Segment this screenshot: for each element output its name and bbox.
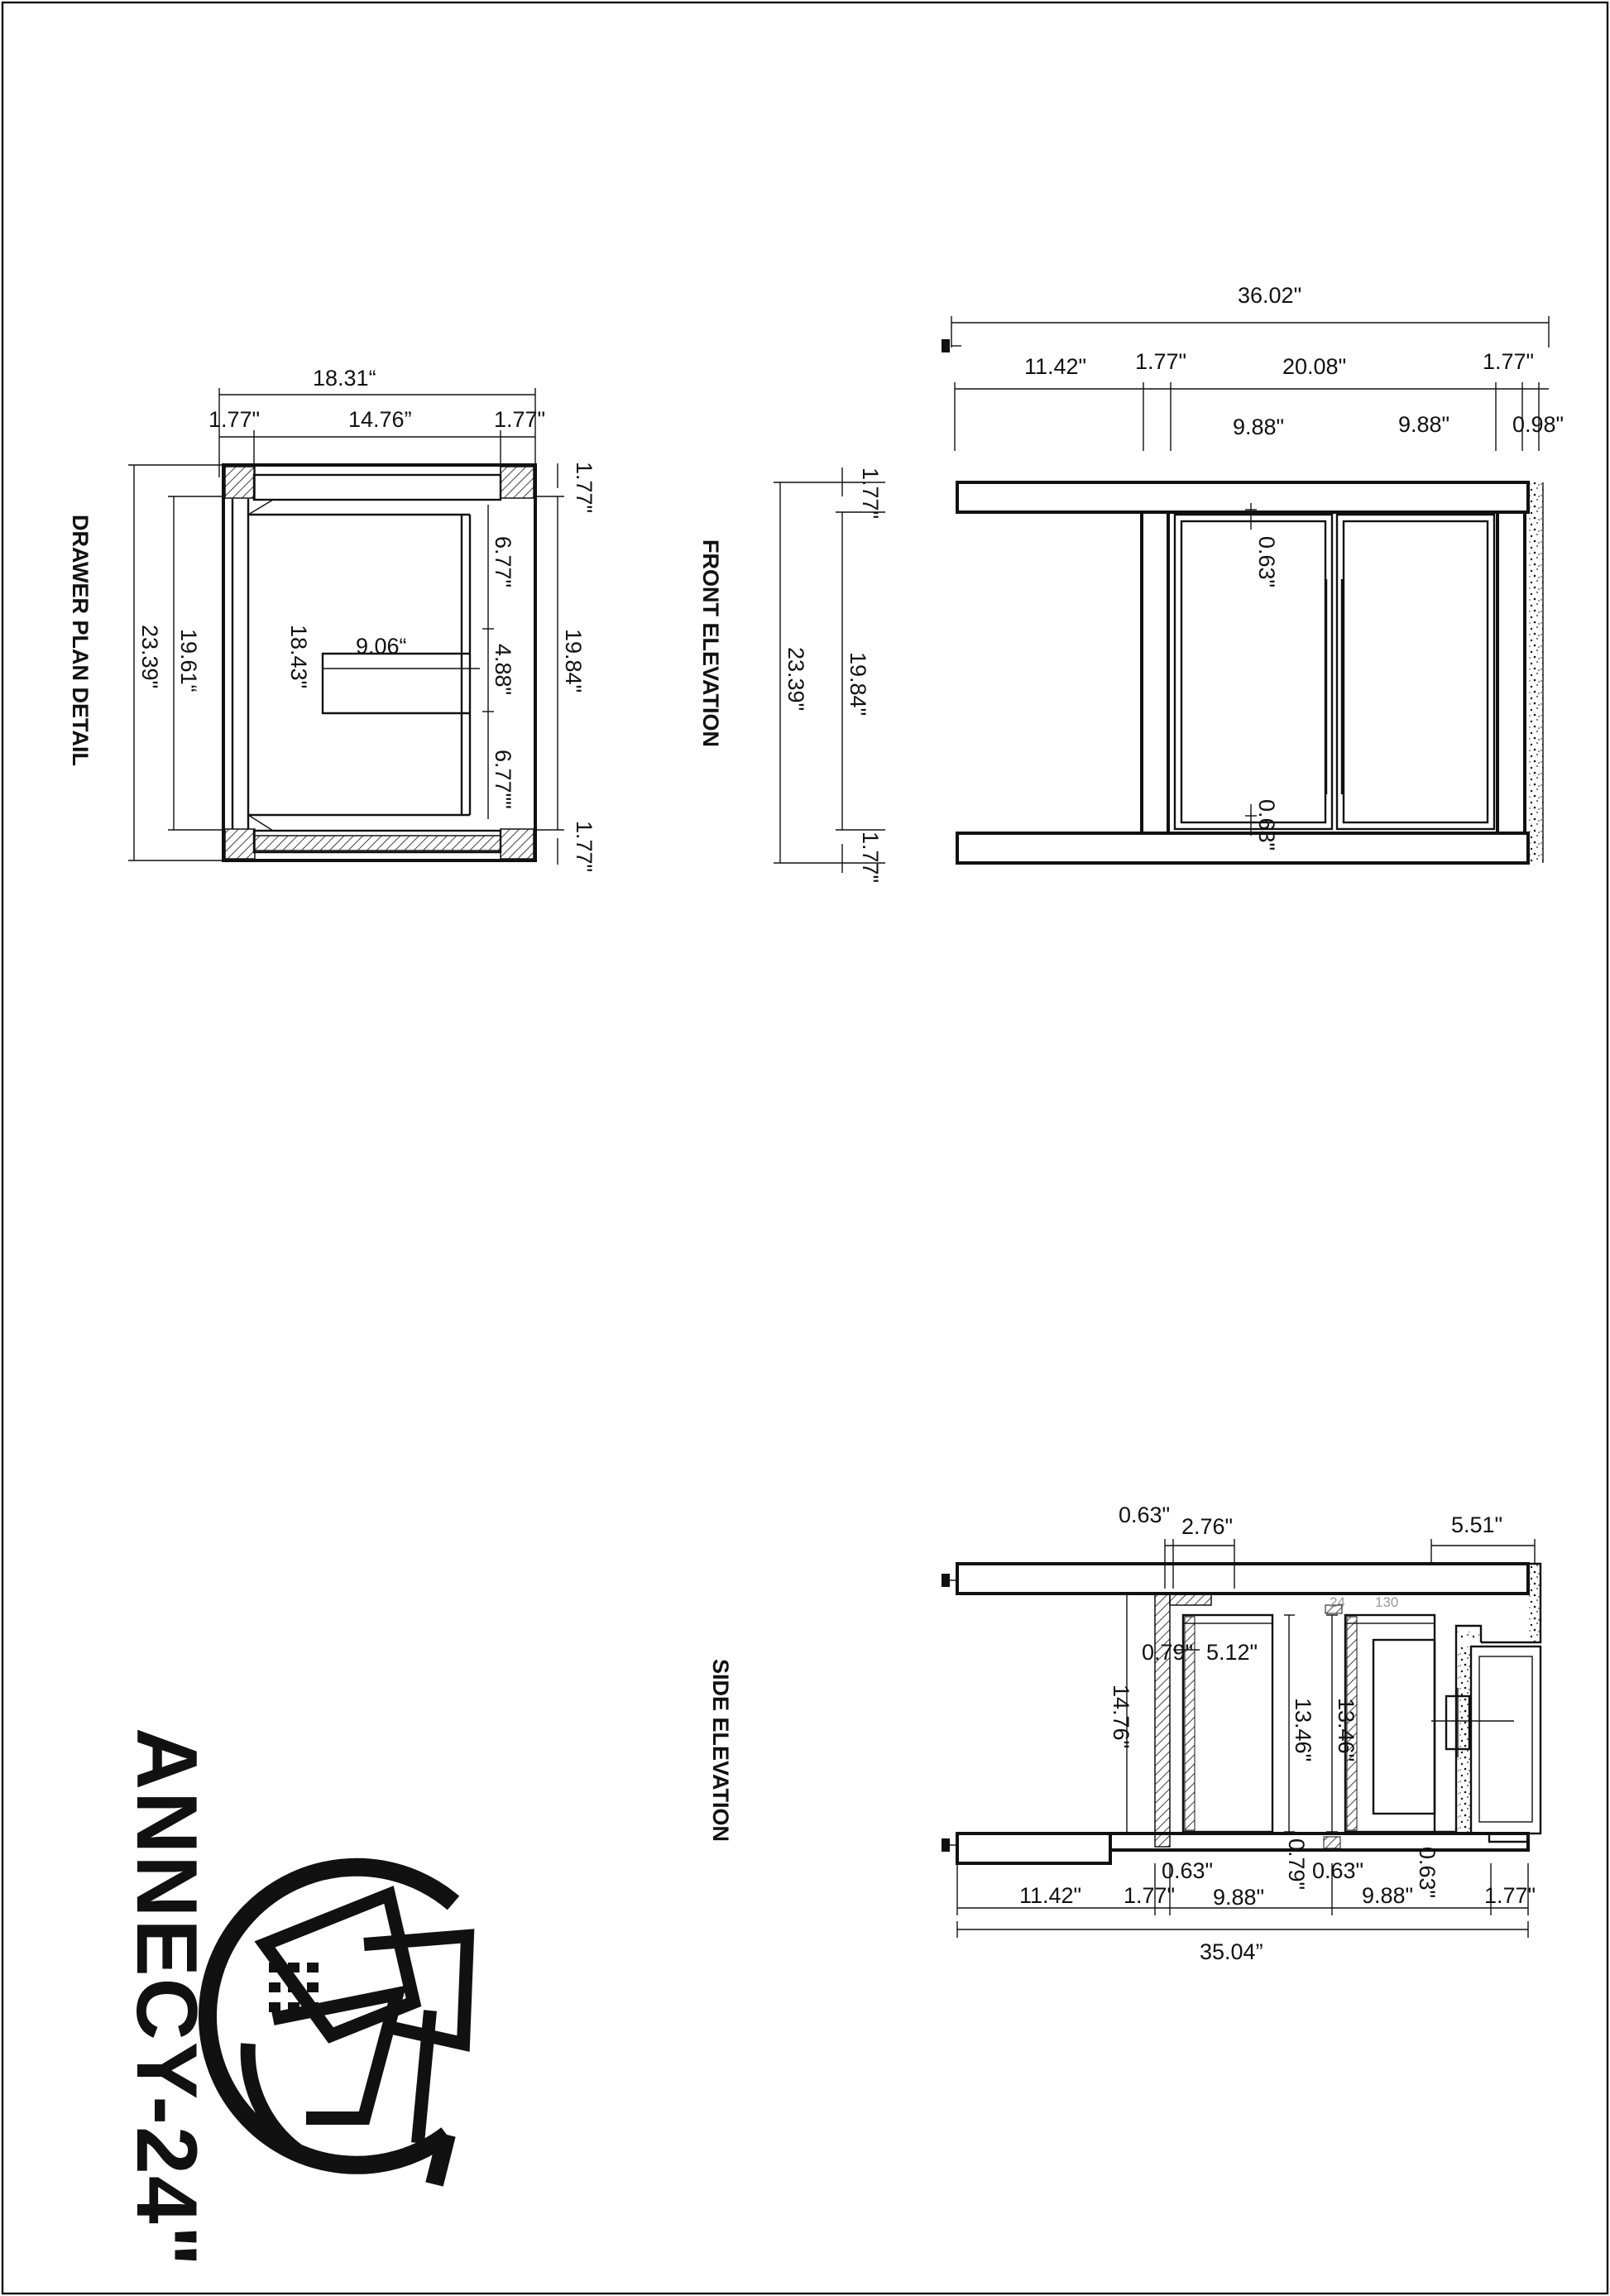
side-elevation-title: SIDE ELEVATION <box>708 1659 733 1843</box>
sheet-border <box>2 2 1608 2294</box>
front-dim-leg-left: 1.77" <box>1135 349 1187 374</box>
front-dim-drawer-half-left: 9.88" <box>1233 415 1285 439</box>
side-dim-drawer-gap: 0.79" <box>1142 1640 1194 1665</box>
front-dim-drawer-width: 20.08" <box>1282 354 1347 379</box>
side-mark-a: 24 <box>1330 1594 1345 1610</box>
plan-dim-inner-depth: 19.61“ <box>176 629 201 693</box>
front-dim-overall-height: 23.39" <box>783 647 808 712</box>
plan-dim-overall-depth: 23.39" <box>137 625 162 689</box>
plan-dim-left-rail: 1.77" <box>208 407 261 432</box>
front-elevation <box>698 283 1564 883</box>
brand-name: ANNECY-24" <box>118 1728 214 2269</box>
front-dim-gap-bottom: 0.63" <box>1254 799 1279 851</box>
plan-dim-right-depth: 19.84" <box>561 629 586 693</box>
side-dim-cabinet-height: 14.76" <box>1109 1685 1133 1749</box>
building-logo-icon <box>208 1867 467 2184</box>
side-dim-left-section: 11.42" <box>1019 1883 1082 1908</box>
front-dim-leg-right: 1.77" <box>1483 349 1535 374</box>
side-dim-bottom-gap-a: 0.63" <box>1162 1858 1214 1883</box>
front-dim-top-board: 1.77" <box>858 467 883 520</box>
side-dim-leg-left: 1.77" <box>1124 1883 1176 1908</box>
plan-dim-bottom-rail: 1.77" <box>572 821 597 873</box>
side-dim-top-offset: 0.63" <box>1119 1503 1171 1527</box>
side-elevation <box>708 1503 1541 1964</box>
side-dim-drawer-b: 9.88" <box>1362 1883 1414 1908</box>
side-dim-top-right: 5.51" <box>1451 1512 1503 1537</box>
plan-dim-right-rail: 1.77" <box>494 407 546 432</box>
drawer-plan-title: DRAWER PLAN DETAIL <box>68 515 93 766</box>
side-dim-drawer-height-a: 13.46" <box>1291 1698 1315 1762</box>
side-dim-bottom-gap-c: 0.63" <box>1312 1858 1364 1883</box>
side-dim-bottom-gap-b: 0.79" <box>1284 1838 1309 1891</box>
front-elevation-title: FRONT ELEVATION <box>698 539 723 747</box>
side-mark-b: 130 <box>1375 1594 1399 1610</box>
drawer-plan-detail <box>68 366 597 872</box>
front-dim-left-section: 11.42" <box>1024 354 1087 379</box>
plan-dim-seg-top: 6.77" <box>491 536 515 588</box>
front-dim-inner-height: 19.84" <box>846 652 870 717</box>
side-dim-top-span: 2.76" <box>1181 1514 1234 1539</box>
side-dim-drawer-height-b: 13.46" <box>1334 1698 1358 1762</box>
plan-dim-top-rail: 1.77" <box>572 462 597 514</box>
plan-dim-seg-bottom: 6.77"" <box>491 750 515 809</box>
plan-dim-cutout-width: 9.06“ <box>356 634 407 659</box>
front-dim-gap-top: 0.63" <box>1254 536 1279 588</box>
side-dim-drawer-a: 9.88" <box>1213 1885 1265 1910</box>
front-dim-drawer-half-right: 9.88" <box>1398 412 1450 437</box>
side-dim-drawer-depth: 5.12" <box>1206 1640 1258 1665</box>
front-dim-bottom-board: 1.77" <box>858 832 883 884</box>
side-dim-bottom-gap-d: 0.63" <box>1415 1847 1440 1899</box>
side-dim-overall-width: 35.04” <box>1200 1939 1263 1964</box>
plan-dim-overall-width: 18.31“ <box>313 366 376 391</box>
plan-dim-inner-width: 14.76” <box>348 407 412 432</box>
side-dim-leg-right: 1.77" <box>1484 1883 1536 1908</box>
plan-dim-seg-mid: 4.88" <box>491 644 515 696</box>
plan-dim-cutout-depth: 18.43" <box>286 625 311 689</box>
front-dim-overall-width: 36.02" <box>1238 283 1302 308</box>
front-dim-backsplash: 0.98" <box>1512 412 1564 437</box>
